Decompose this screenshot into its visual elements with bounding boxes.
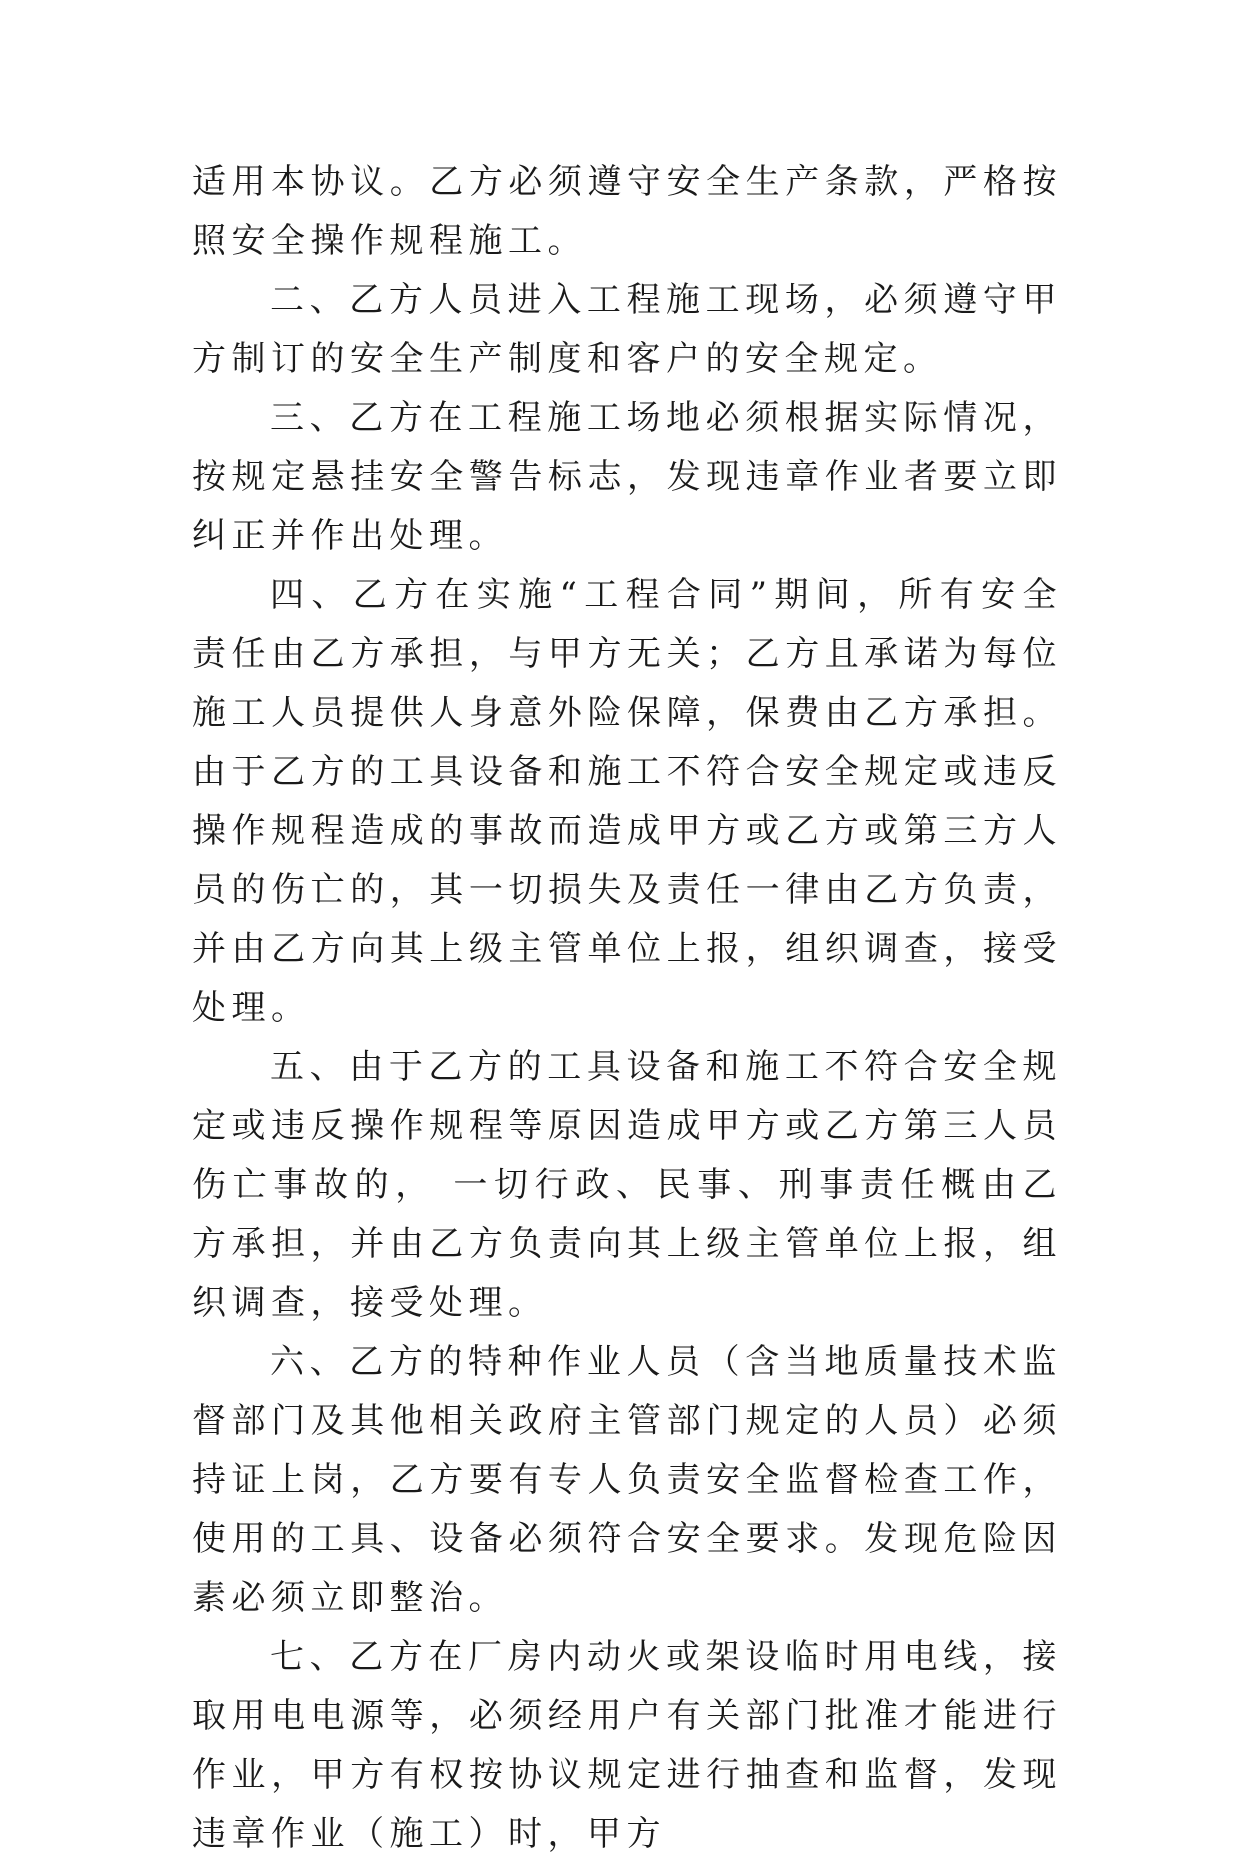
paragraph-clause-2: 二、乙方人员进入工程施工现场，必须遵守甲方制订的安全生产制度和客户的安全规定。 [192, 280, 1062, 379]
paragraph-clause-3: 三、乙方在工程施工场地必须根据实际情况，按规定悬挂安全警告标志，发现违章作业者要立即纠正并作出处理。 [192, 398, 1062, 556]
paragraph-clause-6: 六、乙方的特种作业人员（含当地质量技术监督部门及其他相关政府主管部门规定的人员）必须持证上岗，乙方要有专人负责安全监督检查工作，使用的工具、设备必须符合安全要求。发现危险因素必须立即整治。 [192, 1342, 1062, 1618]
paragraph-clause-7: 七、乙方在厂房内动火或架设临时用电线，接取用电电源等，必须经用户有关部门批准才能进行作业，甲方有权按协议规定进行抽查和监督，发现违章作业（施工）时，甲方 [192, 1637, 1062, 1854]
document-body [192, 153, 1062, 1864]
paragraph-continuation: 适用本协议。乙方必须遵守安全生产条款，严格按照安全操作规程施工。 [192, 162, 1062, 261]
paragraph-clause-5: 五、由于乙方的工具设备和施工不符合安全规定或违反操作规程等原因造成甲方或乙方第三人员伤亡事故的， 一切行政、民事、刑事责任概由乙方承担，并由乙方负责向其上级主管单位上报，组织调查，接受处理。 [192, 1047, 1062, 1323]
paragraph-clause-4: 四、乙方在实施“工程合同”期间，所有安全责任由乙方承担，与甲方无关；乙方且承诺为每位施工人员提供人身意外险保障，保费由乙方承担。由于乙方的工具设备和施工不符合安全规定或违反操作规程造成的事故而造成甲方或乙方或第三方人员的伤亡的，其一切损失及责任一律由乙方负责，并由乙方向其上级主管单位上报，组织调查，接受处理。 [192, 575, 1062, 1028]
